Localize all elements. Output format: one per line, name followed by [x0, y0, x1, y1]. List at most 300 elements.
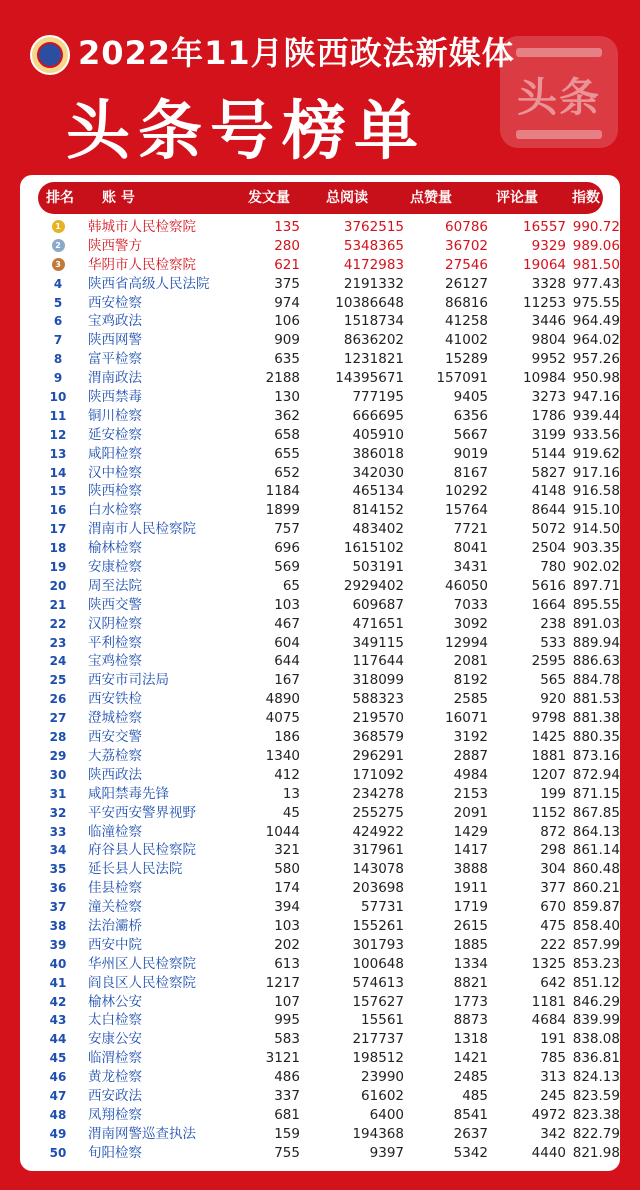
index-cell: 880.35 [572, 729, 620, 746]
reads-cell: 2191332 [343, 275, 404, 292]
comments-cell: 313 [540, 1069, 566, 1086]
posts-cell: 337 [274, 1087, 300, 1104]
reads-cell: 57731 [361, 899, 404, 916]
comments-cell: 5072 [531, 521, 566, 538]
title-top: 2022年11月陕西政法新媒体 [78, 34, 515, 72]
account-cell: 阎良区人民检察院 [88, 974, 196, 991]
likes-cell: 8167 [453, 464, 488, 481]
likes-cell: 157091 [436, 370, 488, 387]
index-cell: 860.21 [572, 880, 620, 897]
posts-cell: 1044 [265, 823, 300, 840]
comments-cell: 1181 [531, 993, 566, 1010]
rank-cell: 28 [49, 730, 67, 745]
comments-cell: 16557 [523, 219, 566, 235]
likes-cell: 9019 [453, 445, 488, 462]
rank-cell: 19 [49, 560, 67, 575]
reads-cell: 23990 [361, 1069, 404, 1086]
likes-cell: 15764 [445, 502, 488, 519]
table-row [20, 993, 620, 1012]
index-cell: 881.38 [572, 710, 620, 727]
posts-cell: 412 [274, 766, 300, 783]
index-cell: 919.62 [572, 445, 620, 462]
index-cell: 897.71 [572, 577, 620, 594]
likes-cell: 26127 [445, 275, 488, 292]
likes-cell: 1421 [453, 1050, 488, 1067]
ranking-table [20, 175, 620, 1171]
account-cell: 临潼检察 [88, 823, 142, 840]
col-rank-header: 排名 [46, 190, 74, 206]
posts-cell: 394 [274, 899, 300, 916]
rank-cell: 43 [49, 1013, 67, 1028]
index-cell: 860.48 [572, 861, 620, 878]
account-cell: 太白检察 [88, 1012, 142, 1029]
table-row [20, 1049, 620, 1068]
account-cell: 陕西省高级人民法院 [88, 275, 210, 292]
account-cell: 延长县人民法院 [88, 861, 183, 878]
likes-cell: 3431 [453, 559, 488, 576]
table-row [20, 407, 620, 426]
comments-cell: 9804 [531, 332, 566, 349]
account-cell: 咸阳检察 [88, 445, 142, 462]
table-row [20, 1087, 620, 1106]
reads-cell: 588323 [352, 691, 404, 708]
rank-cell: 32 [49, 805, 67, 820]
index-cell: 914.50 [572, 521, 620, 538]
comments-cell: 9952 [531, 351, 566, 368]
account-cell: 黄龙检察 [88, 1069, 142, 1086]
comments-cell: 5144 [531, 445, 566, 462]
rank-cell: 34 [49, 843, 67, 858]
posts-cell: 755 [274, 1144, 300, 1161]
reads-cell: 318099 [352, 672, 404, 689]
comments-cell: 475 [540, 917, 566, 934]
rank-cell: 24 [49, 654, 67, 669]
reads-cell: 405910 [352, 426, 404, 443]
likes-cell: 8821 [453, 974, 488, 991]
header [0, 0, 640, 175]
reads-cell: 203698 [352, 880, 404, 897]
rank-cell: 11 [49, 408, 67, 423]
account-cell: 宝鸡检察 [88, 653, 142, 670]
index-cell: 903.35 [572, 540, 620, 557]
comments-cell: 1425 [531, 729, 566, 746]
account-cell: 陕西警方 [88, 237, 142, 254]
table-row [20, 785, 620, 804]
reads-cell: 219570 [352, 710, 404, 727]
reads-cell: 6400 [369, 1106, 404, 1123]
toutiao-logo-text: 头条 [517, 75, 601, 121]
comments-cell: 3328 [531, 275, 566, 292]
rank-cell: 30 [49, 767, 67, 782]
comments-cell: 11253 [523, 294, 566, 311]
reads-cell: 296291 [352, 747, 404, 764]
table-row [20, 577, 620, 596]
index-cell: 838.08 [572, 1031, 620, 1048]
account-cell: 旬阳检察 [88, 1144, 142, 1161]
account-cell: 华阴市人民检察院 [88, 256, 196, 273]
table-row [20, 388, 620, 407]
index-cell: 839.99 [572, 1012, 620, 1029]
col-likes-header: 点赞量 [410, 190, 452, 206]
reads-cell: 61602 [361, 1087, 404, 1104]
reads-cell: 317961 [352, 842, 404, 859]
account-cell: 大荔检察 [88, 747, 142, 764]
comments-cell: 10984 [523, 370, 566, 387]
reads-cell: 368579 [352, 729, 404, 746]
table-row [20, 237, 620, 256]
likes-cell: 2485 [453, 1069, 488, 1086]
col-reads-header: 总阅读 [326, 190, 368, 206]
comments-cell: 9329 [531, 237, 566, 254]
reads-cell: 1518734 [343, 313, 404, 330]
reads-cell: 574613 [352, 974, 404, 991]
posts-cell: 909 [274, 332, 300, 349]
title-main: 头条号榜单 [66, 95, 426, 169]
table-row [20, 218, 620, 237]
table-row [20, 1011, 620, 1030]
index-cell: 939.44 [572, 407, 620, 424]
account-cell: 陕西网警 [88, 332, 142, 349]
index-cell: 957.26 [572, 351, 620, 368]
likes-cell: 1911 [453, 880, 488, 897]
posts-cell: 321 [274, 842, 300, 859]
index-cell: 857.99 [572, 936, 620, 953]
index-cell: 859.87 [572, 899, 620, 916]
likes-cell: 1318 [453, 1031, 488, 1048]
posts-cell: 583 [274, 1031, 300, 1048]
comments-cell: 191 [540, 1031, 566, 1048]
table-row [20, 312, 620, 331]
comments-cell: 1207 [531, 766, 566, 783]
index-cell: 950.98 [572, 370, 620, 387]
rank-cell: 26 [49, 692, 67, 707]
account-cell: 富平检察 [88, 351, 142, 368]
index-cell: 881.53 [572, 691, 620, 708]
table-row [20, 766, 620, 785]
likes-cell: 12994 [445, 634, 488, 651]
rank-cell: 15 [49, 484, 67, 499]
comments-cell: 4972 [531, 1106, 566, 1123]
table-row [20, 1125, 620, 1144]
likes-cell: 7033 [453, 596, 488, 613]
likes-cell: 3092 [453, 615, 488, 632]
likes-cell: 46050 [445, 577, 488, 594]
likes-cell: 6356 [453, 407, 488, 424]
reads-cell: 15561 [361, 1012, 404, 1029]
table-row [20, 652, 620, 671]
table-row [20, 615, 620, 634]
comments-cell: 785 [540, 1050, 566, 1067]
likes-cell: 7721 [453, 521, 488, 538]
likes-cell: 8192 [453, 672, 488, 689]
table-row [20, 671, 620, 690]
comments-cell: 8644 [531, 502, 566, 519]
account-cell: 渭南政法 [88, 370, 142, 387]
reads-cell: 5348365 [343, 237, 404, 254]
posts-cell: 135 [274, 219, 300, 235]
reads-cell: 234278 [352, 785, 404, 802]
rank-medal-icon [40, 218, 76, 237]
table-row [20, 709, 620, 728]
index-cell: 884.78 [572, 672, 620, 689]
rank-cell: 5 [53, 295, 63, 310]
likes-cell: 5667 [453, 426, 488, 443]
account-cell: 咸阳禁毒先锋 [88, 785, 169, 802]
reads-cell: 9397 [369, 1144, 404, 1161]
table-row [20, 634, 620, 653]
table-row [20, 482, 620, 501]
comments-cell: 3273 [531, 389, 566, 406]
index-cell: 846.29 [572, 993, 620, 1010]
account-cell: 潼关检察 [88, 899, 142, 916]
reads-cell: 143078 [352, 861, 404, 878]
index-cell: 867.85 [572, 804, 620, 821]
rank-cell: 46 [49, 1070, 67, 1085]
likes-cell: 5342 [453, 1144, 488, 1161]
rank-cell: 20 [49, 578, 67, 593]
account-cell: 佳县检察 [88, 880, 142, 897]
posts-cell: 696 [274, 540, 300, 557]
table-row [20, 256, 620, 275]
posts-cell: 1899 [265, 502, 300, 519]
account-cell: 陕西政法 [88, 766, 142, 783]
comments-cell: 199 [540, 785, 566, 802]
posts-cell: 569 [274, 559, 300, 576]
rank-cell: 8 [53, 352, 63, 367]
index-cell: 915.10 [572, 502, 620, 519]
rank-cell: 21 [49, 597, 67, 612]
reads-cell: 2929402 [343, 577, 404, 594]
account-cell: 西安交警 [88, 729, 142, 746]
posts-cell: 652 [274, 464, 300, 481]
posts-cell: 167 [274, 672, 300, 689]
reads-cell: 117644 [352, 653, 404, 670]
posts-cell: 486 [274, 1069, 300, 1086]
reads-cell: 14395671 [335, 370, 404, 387]
rank-cell: 36 [49, 881, 67, 896]
account-cell: 榆林检察 [88, 540, 142, 557]
rank-cell: 25 [49, 673, 67, 688]
account-cell: 白水检察 [88, 502, 142, 519]
comments-cell: 4440 [531, 1144, 566, 1161]
table-row [20, 1030, 620, 1049]
posts-cell: 202 [274, 936, 300, 953]
reads-cell: 342030 [352, 464, 404, 481]
index-cell: 821.98 [572, 1144, 620, 1161]
account-cell: 平安西安警界视野 [88, 804, 196, 821]
comments-cell: 565 [540, 672, 566, 689]
comments-cell: 872 [540, 823, 566, 840]
index-cell: 886.63 [572, 653, 620, 670]
posts-cell: 106 [274, 313, 300, 330]
rank-medal-icon [40, 237, 76, 256]
reads-cell: 814152 [352, 502, 404, 519]
reads-cell: 217737 [352, 1031, 404, 1048]
posts-cell: 467 [274, 615, 300, 632]
index-cell: 989.06 [572, 237, 620, 254]
reads-cell: 301793 [352, 936, 404, 953]
index-cell: 873.16 [572, 747, 620, 764]
posts-cell: 174 [274, 880, 300, 897]
reads-cell: 349115 [352, 634, 404, 651]
comments-cell: 780 [540, 559, 566, 576]
reads-cell: 171092 [352, 766, 404, 783]
reads-cell: 10386648 [335, 294, 404, 311]
account-cell: 平利检察 [88, 634, 142, 651]
likes-cell: 2091 [453, 804, 488, 821]
account-cell: 榆林公安 [88, 993, 142, 1010]
table-row [20, 501, 620, 520]
table-row [20, 728, 620, 747]
table-row [20, 520, 620, 539]
reads-cell: 424922 [352, 823, 404, 840]
likes-cell: 9405 [453, 389, 488, 406]
rank-cell: 33 [49, 824, 67, 839]
likes-cell: 41002 [445, 332, 488, 349]
rank-cell: 9 [53, 371, 63, 386]
account-cell: 凤翔检察 [88, 1106, 142, 1123]
posts-cell: 635 [274, 351, 300, 368]
account-cell: 渭南网警巡查执法 [88, 1125, 196, 1142]
likes-cell: 485 [462, 1087, 488, 1104]
posts-cell: 613 [274, 955, 300, 972]
table-row [20, 936, 620, 955]
rank-cell: 16 [49, 503, 67, 518]
posts-cell: 13 [282, 785, 300, 802]
posts-cell: 107 [274, 993, 300, 1010]
comments-cell: 533 [540, 634, 566, 651]
table-row [20, 426, 620, 445]
reads-cell: 3762515 [343, 219, 404, 235]
index-cell: 861.14 [572, 842, 620, 859]
posts-cell: 974 [274, 294, 300, 311]
posts-cell: 2188 [265, 370, 300, 387]
reads-cell: 777195 [352, 389, 404, 406]
rank-cell: 4 [53, 276, 63, 291]
likes-cell: 2585 [453, 691, 488, 708]
index-cell: 977.43 [572, 275, 620, 292]
posts-cell: 658 [274, 426, 300, 443]
rank-cell: 39 [49, 937, 67, 952]
comments-cell: 3446 [531, 313, 566, 330]
reads-cell: 4172983 [343, 256, 404, 273]
rank-cell: 38 [49, 918, 67, 933]
reads-cell: 483402 [352, 521, 404, 538]
likes-cell: 16071 [445, 710, 488, 727]
col-index-header: 指数 [572, 190, 600, 206]
posts-cell: 159 [274, 1125, 300, 1142]
posts-cell: 3121 [265, 1050, 300, 1067]
posts-cell: 45 [282, 804, 300, 821]
account-cell: 西安检察 [88, 294, 142, 311]
comments-cell: 4148 [531, 483, 566, 500]
col-posts-header: 发文量 [248, 190, 290, 206]
index-cell: 975.55 [572, 294, 620, 311]
index-cell: 947.16 [572, 389, 620, 406]
index-cell: 933.56 [572, 426, 620, 443]
likes-cell: 1429 [453, 823, 488, 840]
comments-cell: 1786 [531, 407, 566, 424]
posts-cell: 604 [274, 634, 300, 651]
col-account-header: 账 号 [102, 190, 135, 206]
account-cell: 西安中院 [88, 936, 142, 953]
toutiao-logo [500, 36, 618, 148]
account-cell: 华州区人民检察院 [88, 955, 196, 972]
comments-cell: 9798 [531, 710, 566, 727]
posts-cell: 103 [274, 596, 300, 613]
index-cell: 822.79 [572, 1125, 620, 1142]
account-cell: 西安市司法局 [88, 672, 169, 689]
likes-cell: 27546 [445, 256, 488, 273]
table-row [20, 294, 620, 313]
table-row [20, 823, 620, 842]
rank-cell: 49 [49, 1126, 67, 1141]
account-cell: 临渭检察 [88, 1050, 142, 1067]
rank-cell: 27 [49, 711, 67, 726]
rank-cell: 31 [49, 786, 67, 801]
comments-cell: 920 [540, 691, 566, 708]
posts-cell: 65 [282, 577, 300, 594]
comments-cell: 642 [540, 974, 566, 991]
rank-cell: 45 [49, 1051, 67, 1066]
reads-cell: 1615102 [343, 540, 404, 557]
likes-cell: 8873 [453, 1012, 488, 1029]
table-row [20, 1144, 620, 1163]
account-cell: 陕西禁毒 [88, 389, 142, 406]
likes-cell: 41258 [445, 313, 488, 330]
index-cell: 824.13 [572, 1069, 620, 1086]
index-cell: 871.15 [572, 785, 620, 802]
likes-cell: 8541 [453, 1106, 488, 1123]
reads-cell: 471651 [352, 615, 404, 632]
rank-medal-icon [40, 256, 76, 275]
table-row [20, 974, 620, 993]
index-cell: 872.94 [572, 766, 620, 783]
posts-cell: 681 [274, 1106, 300, 1123]
posts-cell: 621 [274, 256, 300, 273]
comments-cell: 1325 [531, 955, 566, 972]
rank-cell: 10 [49, 390, 67, 405]
table-row [20, 464, 620, 483]
comments-cell: 1664 [531, 596, 566, 613]
likes-cell: 2615 [453, 917, 488, 934]
posts-cell: 186 [274, 729, 300, 746]
comments-cell: 5616 [531, 577, 566, 594]
account-cell: 韩城市人民检察院 [88, 219, 196, 235]
rank-cell: 23 [49, 635, 67, 650]
table-header [38, 182, 603, 214]
table-row [20, 596, 620, 615]
table-row [20, 350, 620, 369]
posts-cell: 580 [274, 861, 300, 878]
comments-cell: 245 [540, 1087, 566, 1104]
rank-cell: 35 [49, 862, 67, 877]
table-row [20, 747, 620, 766]
account-cell: 渭南市人民检察院 [88, 521, 196, 538]
posts-cell: 1340 [265, 747, 300, 764]
rank-cell: 13 [49, 446, 67, 461]
likes-cell: 2637 [453, 1125, 488, 1142]
likes-cell: 36702 [445, 237, 488, 254]
account-cell: 陕西交警 [88, 596, 142, 613]
table-row [20, 369, 620, 388]
table-body [20, 218, 620, 1163]
comments-cell: 4684 [531, 1012, 566, 1029]
likes-cell: 1334 [453, 955, 488, 972]
index-cell: 902.02 [572, 559, 620, 576]
account-cell: 宝鸡政法 [88, 313, 142, 330]
likes-cell: 3888 [453, 861, 488, 878]
